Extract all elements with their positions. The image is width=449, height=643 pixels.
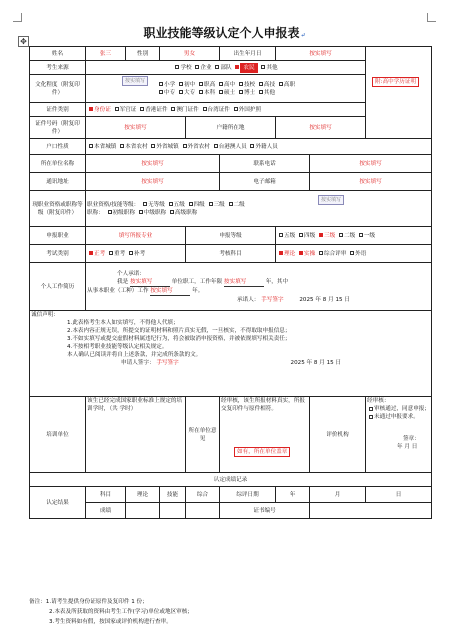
promise-date: 2025 年 8 月 15 日	[299, 296, 350, 303]
edu-checkbox[interactable]	[259, 82, 263, 86]
declaration-item: 本人确认已阅读并将自上述条款，并完成所条款的文。	[67, 352, 202, 358]
cert-checkbox[interactable]	[108, 210, 112, 214]
unit-stamp-tag: 如有，所在单位盖章	[234, 447, 290, 457]
score-skill-cell[interactable]	[160, 503, 186, 519]
assess-checkbox[interactable]	[369, 407, 373, 411]
table-row	[30, 191, 432, 227]
declaration-title: 诚信声明：	[31, 312, 59, 318]
result-col-header: 综合	[186, 487, 220, 503]
id-no-value[interactable]: 按实填写	[86, 117, 186, 139]
cert-line2-prefix: 职称：	[87, 209, 104, 216]
apply-level-checkbox[interactable]	[299, 233, 303, 237]
training-label: 培训单位	[30, 397, 86, 473]
origin-option-label: 企业	[200, 64, 212, 71]
assess-option-label: 未通过申报要求。	[374, 414, 419, 420]
id-type-option-label: 外国护照	[238, 106, 262, 113]
apply-level-option-label: 二级	[343, 232, 356, 239]
unit-opinion-text: 经审核，该生所报材料真实，所报交复印件与原件相符。	[221, 398, 305, 412]
declaration-item: 3.不如实填写或提交虚假材料属违纪行为，将会被取消申报资格，并被依规填写相关责任；	[67, 336, 291, 342]
exam-module-checkbox-checked[interactable]	[279, 251, 283, 255]
work-unit-value[interactable]: 按实填写	[86, 155, 220, 173]
origin-checkbox[interactable]	[175, 65, 179, 69]
signer-signature[interactable]: 手写签字	[156, 360, 179, 366]
result-col-header: 理论	[126, 487, 160, 503]
work-unit-label: 所在单位名称	[30, 155, 86, 173]
unit-opinion	[220, 397, 310, 473]
gender-label: 性别	[126, 47, 160, 61]
declaration-item: 1.此表格考生本人如实填写，不得他人代填；	[67, 320, 179, 326]
edu-options	[86, 75, 366, 103]
note-item: 备注：1.请考生提供身份证原件及复印件 1 份；	[29, 599, 148, 605]
hukou-type-options	[86, 139, 432, 155]
page-corner-mark	[427, 13, 436, 22]
edu-option-label: 其他	[263, 89, 276, 96]
result-col-header: 日	[366, 487, 432, 503]
score-overall-cell[interactable]	[186, 503, 220, 519]
apply-level-checkbox-checked[interactable]	[319, 233, 323, 237]
declaration-item: 4.不按相考职业技能等级认定相关规定。	[67, 344, 168, 350]
declaration-block	[30, 311, 432, 397]
exam-type-label: 考试类别	[30, 245, 86, 263]
table-move-handle-icon[interactable]: ✥	[18, 36, 29, 47]
edu-hint-box: 按实填写	[122, 76, 148, 86]
edu-option-label: 初中	[183, 81, 196, 88]
id-type-option-label: 军官证	[119, 106, 137, 113]
cert-option-label: 三级	[213, 201, 225, 208]
work-history-content	[86, 263, 432, 311]
email-label: 电子邮箱	[220, 173, 310, 191]
score-theory-cell[interactable]	[126, 503, 160, 519]
apply-level-options	[276, 227, 432, 245]
cert-checkbox[interactable]	[229, 202, 233, 206]
apply-level-option-label: 一级	[363, 232, 376, 239]
cert-option-label: 五级	[173, 201, 185, 208]
exam-type-checkbox[interactable]	[129, 251, 133, 255]
work-history-text: 年。	[192, 287, 204, 294]
paragraph-mark-icon: ↵	[300, 32, 306, 39]
phone-label: 联系电话	[220, 155, 310, 173]
cert-option-label: 二级	[233, 201, 245, 208]
table-row	[30, 263, 432, 311]
cert-line1-prefix: 职业资格/技能等级：	[87, 201, 140, 208]
exam-module-option-label: 综合评审	[323, 250, 347, 257]
exam-module-checkbox[interactable]	[350, 251, 354, 255]
cert-checkbox[interactable]	[209, 202, 213, 206]
hukou-type-option-label: 本省城镇	[94, 143, 117, 150]
hukou-type-label: 户口性质	[30, 139, 86, 155]
edu-checkbox[interactable]	[239, 90, 243, 94]
edu-checkbox[interactable]	[219, 82, 223, 86]
promiser-signature[interactable]: 手写签字	[261, 296, 284, 303]
address-label: 通讯地址	[30, 173, 86, 191]
cert-checkbox[interactable]	[143, 202, 147, 206]
assess-opinion	[366, 397, 432, 473]
origin-checkbox[interactable]	[215, 65, 219, 69]
result-label: 认定结果	[30, 487, 86, 519]
id-type-checkbox[interactable]	[234, 107, 238, 111]
origin-option-selected: 农民	[240, 63, 257, 73]
id-type-options	[86, 103, 366, 117]
result-col-header: 年	[276, 487, 310, 503]
edu-option-label: 硕士	[223, 89, 236, 96]
edu-checkbox[interactable]	[219, 90, 223, 94]
exam-module-checkbox[interactable]	[319, 251, 323, 255]
training-text: 该生已经完成国家职业标准上规定的培训学时，（共 学时）	[86, 397, 186, 473]
cert-checkbox[interactable]	[189, 202, 193, 206]
hukou-type-option-label: 外省城镇	[156, 143, 179, 150]
cert-options	[86, 191, 432, 227]
birth-value[interactable]: 按实填写	[276, 47, 366, 61]
id-type-checkbox[interactable]	[140, 107, 144, 111]
apply-level-checkbox[interactable]	[359, 233, 363, 237]
edu-option-label: 中专	[164, 89, 176, 96]
signer-label: 申请人签字：	[121, 360, 155, 366]
edu-checkbox[interactable]	[239, 82, 243, 86]
exam-type-option-selected: 正考	[94, 250, 106, 257]
assess-checkbox[interactable]	[369, 415, 373, 419]
work-history-text: 从事本职业（工种）工作	[87, 287, 149, 294]
page-corner-mark	[13, 13, 22, 22]
assess-text: 经审核：	[367, 398, 390, 404]
job-years-fill[interactable]: 按实填写	[150, 287, 190, 296]
result-col-header: 科目	[86, 487, 126, 503]
table-row	[30, 245, 432, 263]
note-item: 2.本表及所获取的资料由考生工作(学习)单位或地区审核；	[49, 609, 193, 615]
hukou-type-checkbox[interactable]	[89, 144, 93, 148]
sign-date: 2025 年 8 月 15 日	[290, 360, 342, 366]
document-title	[0, 24, 449, 41]
edu-option-label: 高技	[263, 81, 276, 88]
id-type-checkbox[interactable]	[115, 107, 119, 111]
hukou-type-option-label: 外省农村	[187, 143, 210, 150]
edu-checkbox[interactable]	[199, 82, 203, 86]
work-history-text: 我是	[117, 278, 129, 285]
edu-checkbox[interactable]	[179, 90, 183, 94]
photo-cell	[366, 47, 432, 139]
edu-checkbox[interactable]	[279, 82, 283, 86]
origin-checkbox-checked[interactable]	[235, 65, 239, 69]
table-row	[30, 155, 432, 173]
id-type-checkbox[interactable]	[203, 107, 207, 111]
id-type-option-label: 香港证件	[145, 106, 168, 113]
origin-option-label: 部队	[220, 64, 232, 71]
edu-label: 文化程度（附复印件）	[30, 75, 86, 103]
assess-date: 年 月 日	[397, 444, 418, 450]
origin-label: 考生来源	[30, 61, 86, 75]
edu-checkbox[interactable]	[179, 82, 183, 86]
email-value[interactable]: 按实填写	[310, 173, 432, 191]
table-row	[30, 227, 432, 245]
cert-option-label: 高级职称	[174, 209, 198, 216]
assess-option-label: 审核通过，同意申报；	[374, 406, 430, 412]
exam-type-options	[86, 245, 186, 263]
cert-option-label: 初级职称	[112, 209, 135, 216]
apply-level-checkbox[interactable]	[339, 233, 343, 237]
cert-option-label: 无等级	[148, 201, 165, 208]
apply-level-label: 申报等级	[186, 227, 276, 245]
edu-checkbox[interactable]	[259, 90, 263, 94]
assess-sign-label: 签章：	[403, 436, 420, 442]
edu-option-label: 技校	[243, 81, 256, 88]
exam-module-option-label: 外语	[355, 250, 367, 257]
edu-option-label: 本科	[203, 89, 216, 96]
edu-checkbox[interactable]	[159, 90, 163, 94]
origin-checkbox[interactable]	[261, 65, 265, 69]
hukou-type-checkbox[interactable]	[183, 144, 187, 148]
hukou-type-option-label: 台港澳人员	[218, 143, 247, 150]
hukou-type-option-label: 本省农村	[125, 143, 148, 150]
promiser-label: 承诺人：	[237, 296, 260, 303]
assess-label: 评价机构	[310, 397, 366, 473]
birth-label: 出生年月日	[220, 47, 276, 61]
cert-checkbox[interactable]	[139, 210, 143, 214]
hukou-type-checkbox[interactable]	[250, 144, 254, 148]
exam-module-label: 考核科目	[186, 245, 276, 263]
hukou-type-checkbox[interactable]	[120, 144, 124, 148]
hukou-place-label: 户籍所在地	[186, 117, 276, 139]
cert-checkbox[interactable]	[169, 202, 173, 206]
score-label: 成绩	[86, 503, 126, 519]
hukou-type-option-label: 外籍人员	[255, 143, 278, 150]
table-row	[30, 311, 432, 397]
edu-checkbox[interactable]	[199, 90, 203, 94]
result-col-header: 综评日期	[220, 487, 276, 503]
application-form-table	[29, 46, 432, 519]
exam-type-option-label: 重考	[113, 250, 126, 257]
edu-option-label: 职高	[203, 81, 216, 88]
cert-label: 现职业资格或职称等级（附复印件）	[30, 191, 86, 227]
edu-option-label: 高职	[283, 81, 296, 88]
id-type-checkbox-checked[interactable]	[89, 107, 93, 111]
unit-label: 所在单位意见	[186, 397, 220, 473]
exam-type-checkbox-checked[interactable]	[89, 251, 93, 255]
exam-module-option-selected: 理论	[284, 250, 296, 257]
exam-module-option-selected: 实操	[304, 250, 316, 257]
hukou-place-value[interactable]: 按实填写	[276, 117, 366, 139]
origin-option-label: 其他	[266, 64, 278, 71]
table-row	[30, 397, 432, 473]
cert-checkbox[interactable]	[170, 210, 174, 214]
table-row	[30, 47, 432, 61]
address-value[interactable]: 按实填写	[86, 173, 220, 191]
notes-block	[29, 597, 431, 627]
id-type-label: 证件类别	[30, 103, 86, 117]
declaration-item: 2.本表内容正规无误，所提交的证明材料和照片真实无假，一旦核实，不得取取申报信息；	[67, 328, 291, 334]
work-history-text: 年，其中	[265, 278, 289, 285]
work-years-fill[interactable]: 按实填写	[224, 278, 264, 287]
apply-level-checkbox[interactable]	[279, 233, 283, 237]
hukou-type-checkbox[interactable]	[151, 144, 155, 148]
origin-checkbox[interactable]	[195, 65, 199, 69]
id-type-option-selected: 身份证	[94, 106, 111, 113]
result-col-header: 技能	[160, 487, 186, 503]
edu-option-label: 大专	[183, 89, 196, 96]
exam-module-checkbox-checked[interactable]	[299, 251, 303, 255]
table-row	[30, 487, 432, 503]
apply-level-option-selected: 三级	[323, 232, 336, 239]
phone-value[interactable]: 按实填写	[310, 155, 432, 173]
hukou-type-checkbox[interactable]	[214, 144, 218, 148]
cert-hint-box: 按实填写	[318, 195, 344, 205]
cert-option-label: 四级	[193, 201, 205, 208]
table-row	[30, 473, 432, 487]
result-col-header: 月	[310, 487, 366, 503]
origin-options	[86, 61, 366, 75]
cert-no-cell[interactable]	[310, 503, 432, 519]
table-row	[30, 139, 432, 155]
origin-option-label: 学校	[180, 64, 192, 71]
id-type-option-label: 台湾证件	[207, 106, 230, 113]
note-item: 3.考生资料如有假，按国家或评价机构进行查审。	[49, 619, 172, 625]
exam-type-option-label: 补考	[133, 250, 146, 257]
name-label: 姓名	[30, 47, 86, 61]
edu-option-label: 博士	[243, 89, 256, 96]
apply-level-option-label: 四级	[304, 232, 316, 239]
exam-module-options	[276, 245, 432, 263]
apply-level-option-label: 五级	[284, 232, 296, 239]
work-history-text: 单位职工，工作年限	[171, 278, 223, 285]
id-type-checkbox[interactable]	[171, 107, 175, 111]
document-title-text: 职业技能等级认定个人申报表	[143, 26, 300, 40]
apply-job-value[interactable]: 填写所报专业	[86, 227, 186, 245]
cert-option-label: 中级职称	[143, 209, 167, 216]
gender-value[interactable]: 男女	[160, 47, 220, 61]
work-history-line1: 个人承诺：	[117, 270, 145, 277]
table-row	[30, 173, 432, 191]
exam-type-checkbox[interactable]	[109, 251, 113, 255]
work-history-label: 个人工作简历	[30, 263, 86, 311]
edu-option-label: 小学	[164, 81, 176, 88]
edu-option-label: 高中	[223, 81, 236, 88]
id-no-label: 证件号码（附复印件）	[30, 117, 86, 139]
id-type-option-label: 澳门证件	[176, 106, 199, 113]
edu-checkbox[interactable]	[159, 82, 163, 86]
work-unit-fill[interactable]: 按实填写	[130, 278, 170, 287]
apply-job-label: 申报职业	[30, 227, 86, 245]
result-header: 认定成绩记录	[30, 473, 432, 487]
table-row	[30, 503, 432, 519]
name-value[interactable]: 张三	[86, 47, 126, 61]
cert-no-label: 证书编号	[220, 503, 310, 519]
edu-side-tag: 附:高中学历证明	[372, 77, 419, 87]
